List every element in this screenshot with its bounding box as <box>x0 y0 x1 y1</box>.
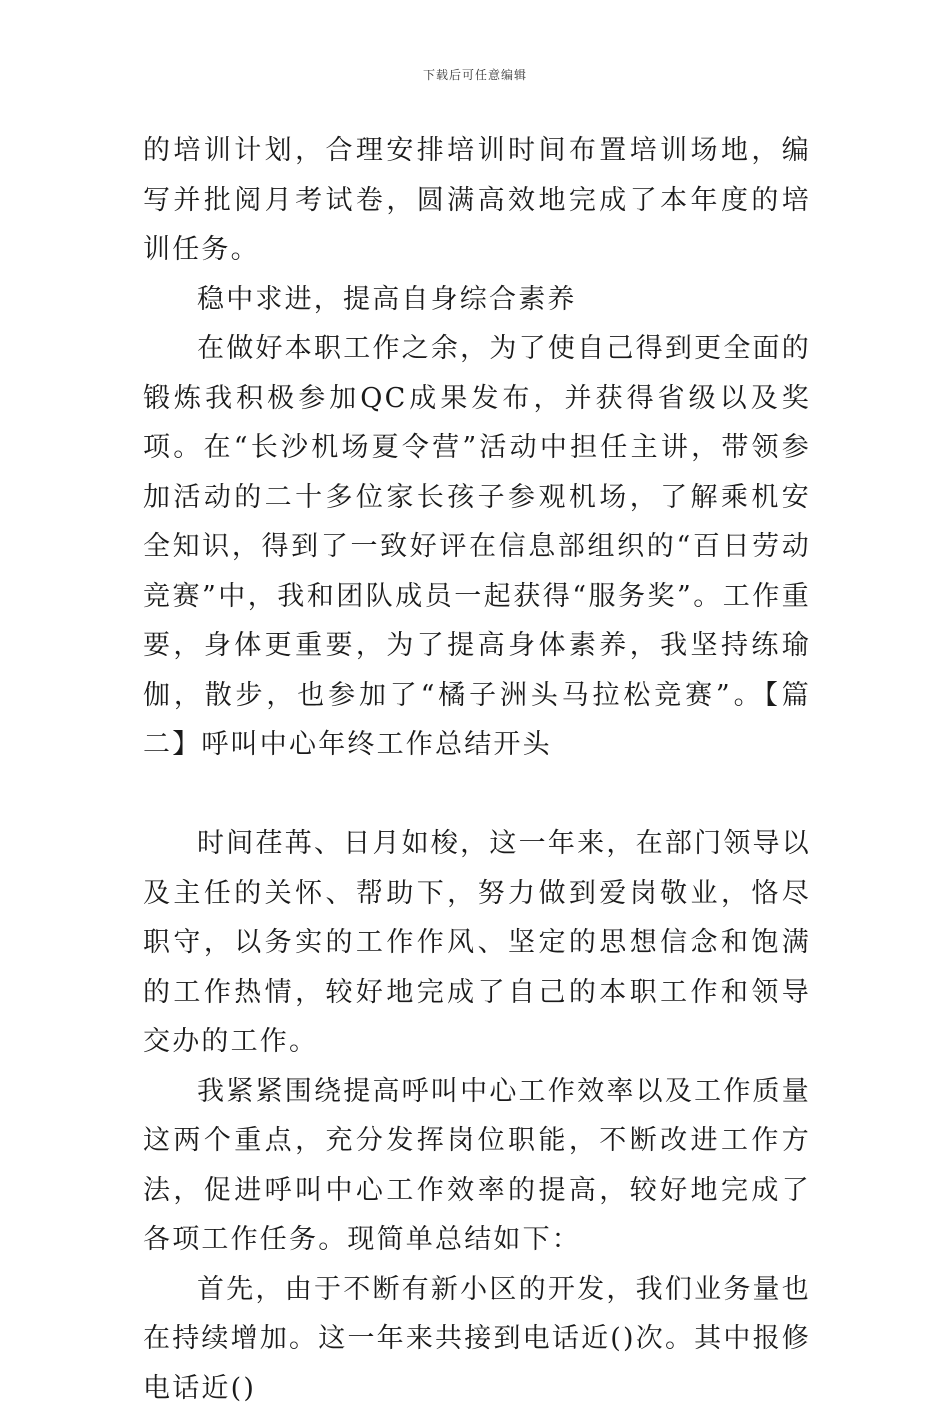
paragraph-activities: 在做好本职工作之余，为了使自己得到更全面的锻炼我积极参加QC成果发布，并获得省级以及奖项。在“长沙机场夏令营”活动中担任主讲，带领参加活动的二十多位家长孩子参观机场，了解乘机安全知识，得到了一致好评在信息部组织的“百日劳动竞赛”中，我和团队成员一起获得“服务奖”。工作重要，身体更重要，为了提高身体素养，我坚持练瑜伽，散步，也参加了“橘子洲头马拉松竞赛”。【篇二】呼叫中心年终工作总结开头 <box>143 324 811 770</box>
paragraph-continuation: 的培训计划，合理安排培训时间布置培训场地，编写并批阅月考试卷，圆满高效地完成了本年度的培训任务。 <box>143 126 811 275</box>
paragraph-spacer <box>143 770 811 820</box>
document-body <box>143 126 811 1413</box>
section-heading: 稳中求进，提高自身综合素养 <box>143 275 811 325</box>
paragraph-intro: 时间荏苒、日月如梭，这一年来，在部门领导以及主任的关怀、帮助下，努力做到爱岗敬业，恪尽职守，以务实的工作作风、坚定的思想信念和饱满的工作热情，较好地完成了自己的本职工作和领导交办的工作。 <box>143 819 811 1067</box>
paragraph-focus: 我紧紧围绕提高呼叫中心工作效率以及工作质量这两个重点，充分发挥岗位职能，不断改进工作方法，促进呼叫中心工作效率的提高，较好地完成了各项工作任务。现简单总结如下： <box>143 1067 811 1265</box>
page-header-note: 下载后可任意编辑 <box>0 66 950 83</box>
paragraph-first: 首先，由于不断有新小区的开发，我们业务量也在持续增加。这一年来共接到电话近()次。其中报修电话近() <box>143 1265 811 1413</box>
